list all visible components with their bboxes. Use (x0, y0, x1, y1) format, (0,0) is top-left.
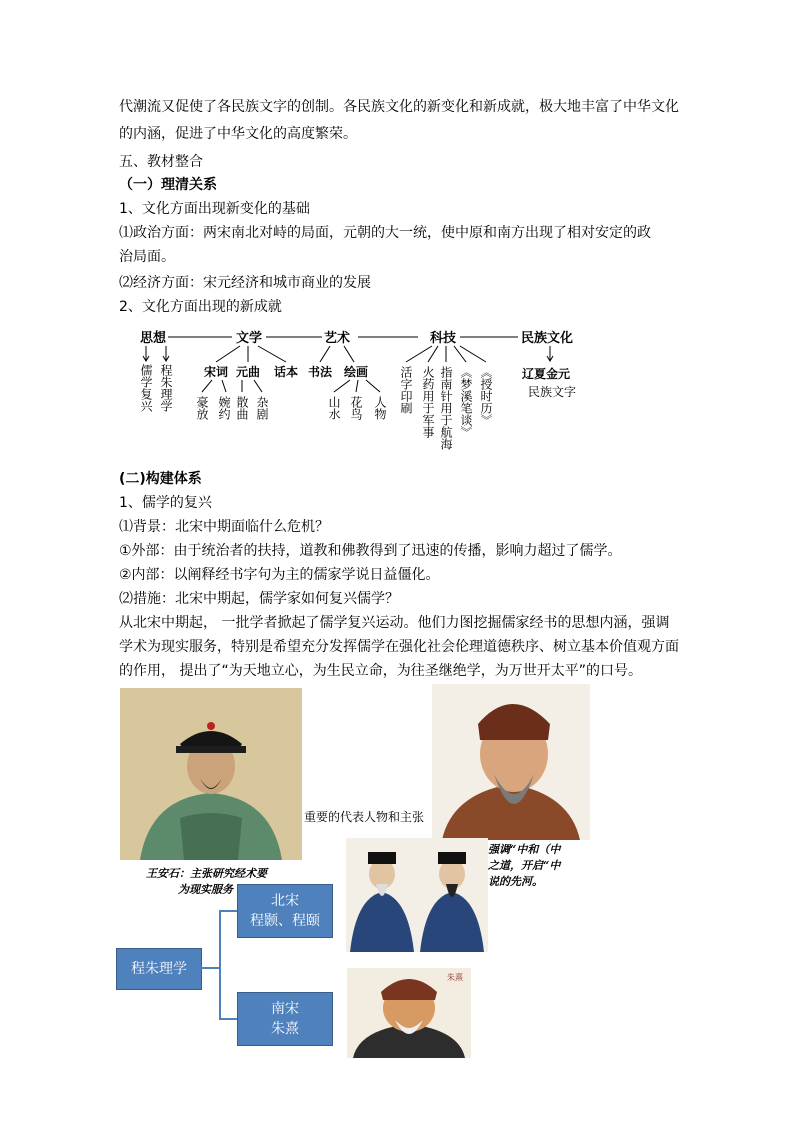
right-caption-1: 强调“中和（中 (488, 843, 561, 856)
tree-top-sixiang: 思想 (140, 331, 167, 346)
wang-caption-2: 为现实服务 (178, 883, 233, 896)
tree-huaniao: 花鸟 (349, 396, 363, 420)
measures-line-3: 的作用， 提出了“为天地立心，为生民立命，为往圣继绝学，为万世开太平”的口号。 (119, 663, 642, 679)
para-line-2: 的内涵，促进了中华文化的高度繁荣。 (119, 126, 357, 142)
tree-top-wenxue: 文学 (236, 331, 263, 346)
tree-songci: 宋词 (204, 365, 229, 379)
tree-shufa: 书法 (308, 365, 333, 379)
chengzhu-root-box (116, 948, 202, 990)
tree-yuanqu: 元曲 (236, 365, 261, 379)
right-caption-3: 说的先河。 (488, 875, 543, 888)
connector-top (219, 910, 237, 912)
tree-top-yishu: 艺术 (324, 331, 351, 346)
tree-shoushi: 《授时历》 (479, 366, 493, 426)
item-2-heading: 2、文化方面出现的新成就 (119, 299, 282, 315)
tree-huaben: 话本 (274, 365, 299, 379)
tree-minzuwenzi: 民族文字 (528, 385, 577, 399)
southern-song-title: 南宋 (271, 1001, 299, 1017)
zhou-dunyi-portrait (432, 684, 590, 840)
right-caption-2: 之道，开启“中 (488, 859, 561, 872)
zhu-xi-portrait (347, 968, 471, 1058)
connector-vertical (219, 910, 221, 1020)
northern-song-scholars: 程颢、程颐 (250, 913, 320, 929)
tree-sixiang-chengzhu: 程朱理学 (159, 364, 173, 412)
tree-renwu: 人物 (373, 396, 387, 420)
item-1-heading: 1、文化方面出现新变化的基础 (119, 201, 310, 217)
external-reason: ①外部：由于统治者的扶持，道教和佛教得到了迅速的传播，影响力超过了儒学。 (119, 543, 622, 559)
zhuxi-label: 朱熹 (447, 973, 463, 982)
connector-bottom (219, 1018, 237, 1020)
southern-song-box (237, 992, 333, 1046)
tree-top-keji: 科技 (430, 331, 457, 346)
northern-song-title: 北宋 (271, 893, 299, 909)
measures-line-2: 学术为现实服务，特别是希望充分发挥儒学在强化社会伦理道德秩序、树立基本价值观方面 (119, 639, 679, 655)
tree-haofang: 豪放 (195, 396, 209, 420)
southern-song-scholar: 朱熹 (271, 1021, 299, 1037)
achievements-tree (118, 322, 588, 462)
connector-root (201, 967, 219, 969)
tree-liaoxia: 辽夏金元 (522, 367, 571, 381)
para-line-1: 代潮流又促使了各民族文字的创制。各民族文化的新变化和新成就，极大地丰富了中华文化 (119, 99, 679, 115)
wang-caption-1: 王安石：主张研究经术要 (146, 867, 267, 880)
chengzhu-root-label: 程朱理学 (131, 961, 187, 977)
tree-mengxi: 《梦溪笔谈》 (459, 366, 473, 438)
tree-huihua: 绘画 (344, 365, 369, 379)
internal-reason: ②内部：以阐释经书字句为主的儒家学说日益僵化。 (119, 567, 440, 583)
wang-anshi-portrait (120, 688, 302, 860)
tree-shanshui: 山水 (327, 396, 341, 420)
political-line-2: 治局面。 (119, 249, 175, 265)
subheading-system: (二)构建体系 (119, 471, 202, 487)
political-line-1: ⑴政治方面：两宋南北对峙的局面，元朝的大一统，使中原和南方出现了相对安定的政 (119, 225, 651, 241)
tree-wanyue: 婉约 (217, 396, 231, 420)
item-rujia-heading: 1、儒学的复兴 (119, 495, 212, 511)
tree-huoyao: 火药用于军事 (421, 366, 435, 438)
background-question: ⑴背景：北宋中期面临什么危机？ (119, 519, 329, 535)
tree-top-minzu: 民族文化 (521, 331, 574, 346)
subheading-relations: （一）理清关系 (119, 177, 217, 193)
measures-question: ⑵措施：北宋中期起，儒学家如何复兴儒学？ (119, 591, 399, 607)
northern-song-box (237, 884, 333, 938)
economic-line: ⑵经济方面：宋元经济和城市商业的发展 (119, 275, 371, 291)
representatives-caption: 重要的代表人物和主张 (304, 810, 425, 824)
tree-zhinanzhen: 指南针用于航海 (439, 366, 453, 450)
tree-sanqu: 散曲 (235, 396, 249, 420)
section-heading-5: 五、教材整合 (119, 154, 203, 170)
tree-huozi: 活字印刷 (399, 366, 413, 414)
tree-sixiang-rujia: 儒学复兴 (139, 364, 153, 412)
cheng-brothers-portrait (346, 838, 488, 952)
tree-zaju: 杂剧 (255, 396, 269, 420)
measures-line-1: 从北宋中期起， 一批学者掀起了儒学复兴运动。他们力图挖掘儒家经书的思想内涵，强调 (119, 615, 670, 631)
